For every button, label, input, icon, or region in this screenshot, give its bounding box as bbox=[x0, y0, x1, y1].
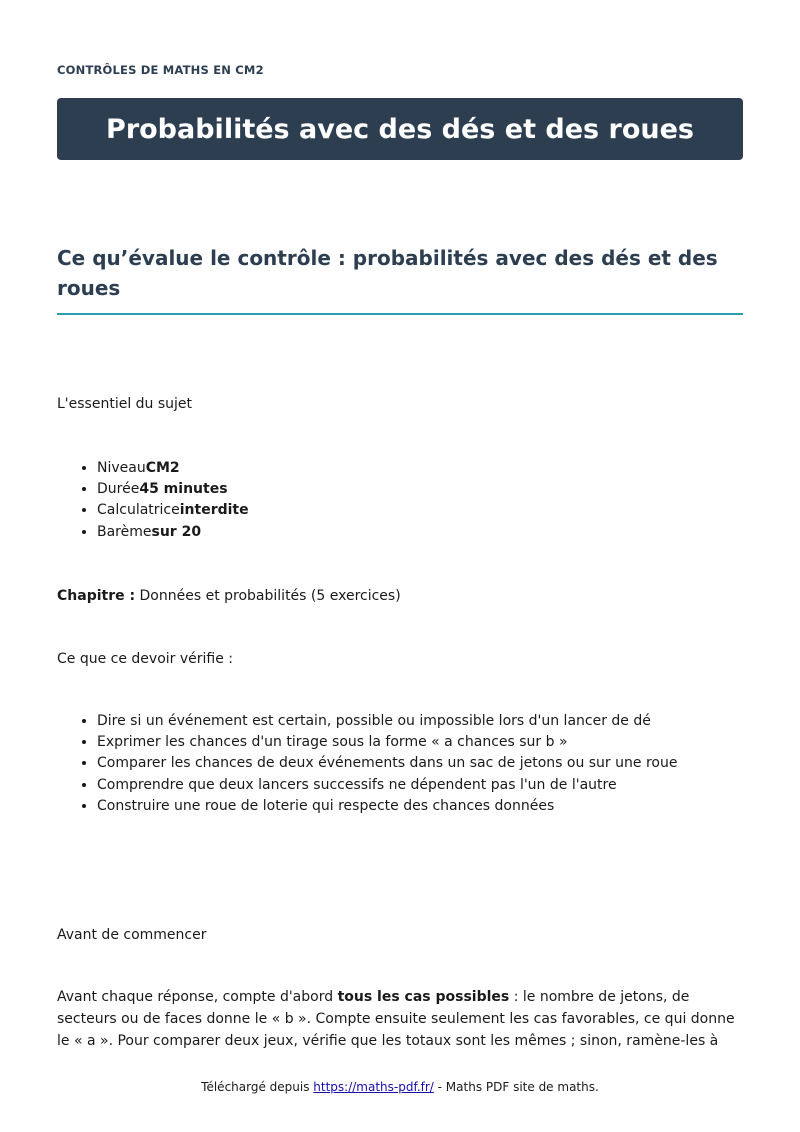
list-item: • Exprimer les chances d'un tirage sous la forme « a chances sur b » bbox=[97, 732, 677, 753]
list-item bbox=[97, 479, 249, 500]
page-footer bbox=[0, 1080, 800, 1094]
verifie-list bbox=[57, 711, 677, 817]
list-item bbox=[97, 500, 249, 521]
essentiel-heading: L'essentiel du sujet bbox=[57, 396, 193, 412]
essentiel-list bbox=[57, 458, 249, 543]
item-value: sur 20 bbox=[151, 523, 202, 540]
title-banner bbox=[57, 98, 743, 160]
chapitre-line bbox=[57, 586, 401, 607]
avant-heading: Avant de commencer bbox=[57, 927, 207, 943]
list-item bbox=[97, 522, 249, 543]
item-label: Barème bbox=[97, 523, 152, 540]
para-text-start: Avant chaque réponse, compte d'abord bbox=[57, 989, 338, 1005]
para-bold: tous les cas possibles bbox=[337, 989, 510, 1005]
footer-suffix: - Maths PDF site de maths. bbox=[433, 1080, 599, 1094]
item-value: 45 minutes bbox=[139, 481, 228, 498]
footer-link[interactable]: https://maths-pdf.fr/ bbox=[313, 1080, 434, 1094]
item-label: Durée bbox=[97, 481, 140, 498]
item-value: interdite bbox=[179, 502, 249, 519]
section-heading: Ce qu’évalue le contrôle : probabilités avec des dés et des roues bbox=[57, 243, 743, 315]
chapitre-value: Données et probabilités (5 exercices) bbox=[139, 588, 401, 604]
avant-paragraph bbox=[57, 986, 743, 1049]
para-text-end: : le nombre de jetons, de secteurs ou de faces donne le « b ». Compte ensuite seulement les cas favorables, ce qui donne le « a ». Pour comparer deux jeux, vérifie que les totaux sont les mêmes ; sinon, ramène-les à bbox=[57, 989, 735, 1049]
page-title: Probabilités avec des dés et des roues bbox=[106, 113, 694, 145]
chapitre-label: Chapitre : bbox=[57, 588, 136, 604]
item-label: Calculatrice bbox=[97, 502, 180, 519]
list-item: • Comprendre que deux lancers successifs ne dépendent pas l'un de l'autre bbox=[97, 775, 677, 796]
list-item: • Construire une roue de loterie qui respecte des chances données bbox=[97, 796, 677, 817]
list-item: • Dire si un événement est certain, possible ou impossible lors d'un lancer de dé bbox=[97, 711, 677, 732]
verifie-heading: Ce que ce devoir vérifie : bbox=[57, 651, 234, 667]
item-value: CM2 bbox=[145, 460, 180, 476]
document-kicker: CONTRÔLES DE MATHS EN CM2 bbox=[57, 63, 264, 77]
list-item: • Comparer les chances de deux événements dans un sac de jetons ou sur une roue bbox=[97, 753, 677, 774]
list-item bbox=[97, 458, 249, 479]
item-label: Niveau bbox=[97, 460, 146, 476]
footer-prefix: Téléchargé depuis bbox=[201, 1080, 314, 1094]
